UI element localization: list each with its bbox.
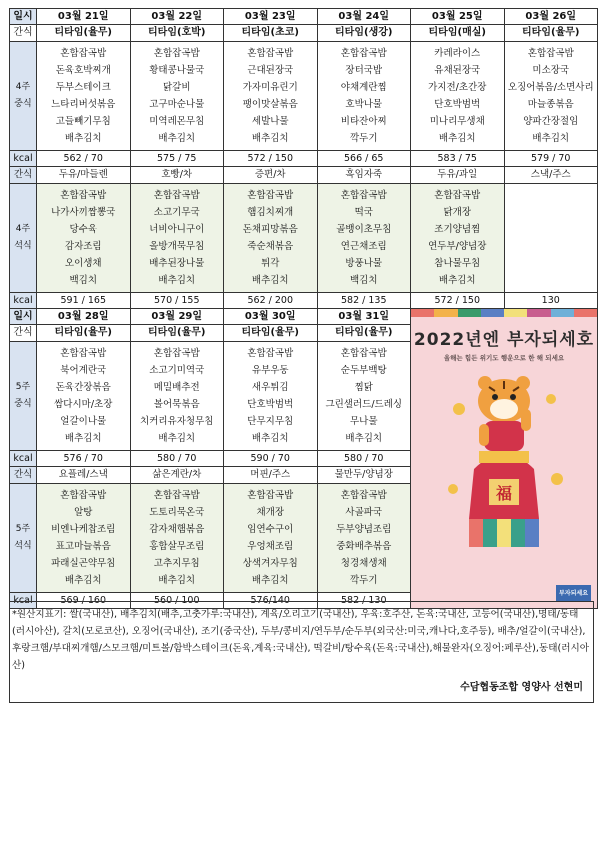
dish: 배추김치: [438, 275, 476, 286]
menu-table: [9, 8, 598, 609]
snack-cell: 흑임자죽: [317, 167, 411, 184]
dish: 혼합잡곡밥: [340, 348, 387, 359]
dish: 채개장: [256, 507, 285, 518]
dish: 조기양념찜: [434, 224, 481, 235]
dish: 치커리유자청무침: [140, 416, 214, 427]
banner-stamp: 부자되세요: [556, 585, 591, 602]
color-stripe: [411, 309, 597, 317]
dish: 배추김치: [251, 433, 289, 444]
date-row: [10, 9, 598, 25]
stripe-segment: [434, 309, 457, 317]
dish: 배추김치: [64, 433, 102, 444]
snack-cell: 스낵/주스: [504, 167, 598, 184]
dish: 가자미유린기: [242, 82, 298, 93]
date-cell: 03월 23일: [224, 9, 318, 25]
dish: 배추된장나물: [149, 258, 205, 269]
lunch-menu-cell: [224, 342, 318, 451]
dish: 미소장국: [532, 65, 570, 76]
dish: 고들빼기무침: [55, 116, 111, 127]
dish: 유채된장국: [434, 65, 481, 76]
dinner-label: 4주 석식: [10, 184, 37, 293]
dinner-menu-cell: [411, 184, 505, 293]
snack-cell: 요플레/스낵: [37, 467, 131, 484]
dish: 혼합잡곡밥: [153, 48, 200, 59]
dish: 혼합잡곡밥: [340, 190, 387, 201]
dish: 혼합잡곡밥: [247, 348, 294, 359]
dish: 혼합잡곡밥: [60, 490, 107, 501]
kcal-cell: 570 / 155: [130, 293, 224, 309]
kcal-cell: 580 / 70: [130, 451, 224, 467]
kcal-cell: 575 / 75: [130, 151, 224, 167]
kcal-cell: 580 / 70: [317, 451, 411, 467]
dish: 나가사끼짬뽕국: [51, 207, 116, 218]
dish: 단호박범벅: [434, 99, 481, 110]
dish: 혼합잡곡밥: [153, 348, 200, 359]
dish: 알탕: [74, 507, 93, 518]
dish: 장터국밥: [345, 65, 383, 76]
svg-text:福: 福: [495, 484, 513, 503]
dish: 깍두기: [349, 133, 378, 144]
dish: 소고기미역국: [149, 365, 205, 376]
tiger-illustration: [439, 369, 569, 564]
dish: 혼합잡곡밥: [247, 190, 294, 201]
origin-text: *원산지표기: 쌀(국내산), 배추김치(배추,고춧가루:국내산), 계육/오리고기(국내산), 우육:호주산, 돈육:국내산, 고등어(국내산),명태/동태(러시아산), 갈치(모로코산), 오징어(국내산), 조기(중국산), 두부/콩비지/연두부/순두부(외국산:미국,캐나다,호주등), 배추/얼갈이(국내산), 후랑크햄/부대찌개햄/스모크햄/미트볼/함박스테이크(돈육,계육:국내산), 떡갈비/탕수육(돈육:국내산),해물완자(오징어:페루산),동태(러시아산): [12, 609, 590, 671]
kcal-cell: 590 / 70: [224, 451, 318, 467]
tea-type-cell: 티타임(초코): [224, 25, 318, 42]
dish: 혼합잡곡밥: [434, 190, 481, 201]
stripe-segment: [527, 309, 550, 317]
date-cell: 03월 26일: [504, 9, 598, 25]
kcal-label: kcal: [10, 593, 37, 609]
dish: 비타잔아찌: [340, 116, 387, 127]
dish: 연두부/양념장: [428, 241, 487, 252]
dish: 고구마순나물: [149, 99, 205, 110]
stripe-segment: [574, 309, 597, 317]
dish: 마늘종볶음: [527, 99, 574, 110]
lunch-label: 4주 중식: [10, 42, 37, 151]
kcal-cell: 582 / 135: [317, 293, 411, 309]
dish: 배추김치: [158, 133, 196, 144]
dish: 무나물: [349, 416, 378, 427]
dinner-menu-cell: [130, 184, 224, 293]
tea-type-cell: 티타임(율무): [37, 25, 131, 42]
stripe-segment: [411, 309, 434, 317]
dish: 고추지무침: [153, 558, 200, 569]
kcal-cell: 130: [504, 293, 598, 309]
kcal-cell: 572 / 150: [224, 151, 318, 167]
type-label: 간식: [10, 25, 37, 42]
dish: 그린샐러드/드레싱: [325, 399, 403, 410]
dish: 배추김치: [251, 133, 289, 144]
stripe-segment: [551, 309, 574, 317]
snack-cell: 호빵/차: [130, 167, 224, 184]
dish: 사골파국: [345, 507, 383, 518]
snack-cell: 증편/차: [224, 167, 318, 184]
dish: 배추김치: [158, 275, 196, 286]
kcal-label: kcal: [10, 451, 37, 467]
dish: 골뱅이초무침: [336, 224, 392, 235]
dish: 비엔나케찹조림: [51, 524, 116, 535]
kcal-cell: 560 / 100: [130, 593, 224, 609]
type-label: 간식: [10, 325, 37, 342]
dish: 돈채피망볶음: [242, 224, 298, 235]
kcal-cell: 562 / 70: [37, 151, 131, 167]
dish: 야채계란찜: [340, 82, 387, 93]
dish: 백김치: [349, 275, 378, 286]
dish: 당수육: [69, 224, 98, 235]
banner-title: 2022년엔 부자되세호: [413, 330, 595, 350]
dish: 메밀배추전: [153, 382, 200, 393]
banner-subtitle: 올해는 힘든 위기도 행운으로 한 해 되세요: [443, 354, 565, 362]
dish: 감자조림: [64, 241, 102, 252]
kcal-cell: 582 / 130: [317, 593, 411, 609]
dish: 홍합살무조림: [149, 541, 205, 552]
dish: 배추김치: [251, 575, 289, 586]
lunch-kcal-row: [10, 151, 598, 167]
new-year-banner: [411, 309, 598, 609]
dish: 북어계란국: [60, 365, 107, 376]
tea-type-cell: 티타임(생강): [317, 25, 411, 42]
date-cell: 03월 31일: [317, 309, 411, 325]
kcal-cell: 576 / 70: [37, 451, 131, 467]
dish: 순두부백탕: [340, 365, 387, 376]
dish: 단호박범벅: [247, 399, 294, 410]
snack-row: [10, 167, 598, 184]
dish: 돈육간장볶음: [55, 382, 111, 393]
dish: 느타리버섯볶음: [51, 99, 116, 110]
lunch-menu-cell: [317, 42, 411, 151]
dish: 배추김치: [64, 133, 102, 144]
dish: 떡국: [354, 207, 373, 218]
dish: 근대된장국: [247, 65, 294, 76]
type-row: [10, 25, 598, 42]
dish: 감자채햄볶음: [149, 524, 205, 535]
stripe-segment: [458, 309, 481, 317]
lunch-menu-cell: [317, 342, 411, 451]
dish: 햄김치찌개: [247, 207, 294, 218]
empty-cell: [504, 184, 598, 293]
dish: 파래실곤약무침: [51, 558, 116, 569]
dinner-menu-cell: [317, 184, 411, 293]
dinner-kcal-row: [10, 293, 598, 309]
dish: 세발나물: [251, 116, 289, 127]
dish: 배추김치: [64, 575, 102, 586]
dish: 배추김치: [158, 575, 196, 586]
lunch-menu-cell: [411, 42, 505, 151]
kcal-label: kcal: [10, 151, 37, 167]
dish: 오징어볶음/소면사리: [507, 82, 594, 93]
dish: 쌈다시마/초장: [54, 399, 113, 410]
tea-type-cell: 티타임(매실): [411, 25, 505, 42]
origin-notes: [9, 601, 594, 703]
snack-cell: 삶은계란/차: [130, 467, 224, 484]
dinner-menu-cell: [224, 484, 318, 593]
dinner-label: 5주 석식: [10, 484, 37, 593]
lunch-menu-cell: [130, 342, 224, 451]
tea-type-cell: 티타임(율무): [317, 325, 411, 342]
dinner-menu-cell: [37, 484, 131, 593]
dinner-menu-cell: [130, 484, 224, 593]
dish: 상색겨자무침: [242, 558, 298, 569]
dinner-menu-cell: [224, 184, 318, 293]
date-cell: 03월 30일: [224, 309, 318, 325]
date-cell: 03월 28일: [37, 309, 131, 325]
dish: 표고마늘볶음: [55, 541, 111, 552]
dish: 찜닭: [354, 382, 373, 393]
dish: 미역레몬무침: [149, 116, 205, 127]
dish: 깍두기: [349, 575, 378, 586]
kcal-cell: 579 / 70: [504, 151, 598, 167]
kcal-cell: 572 / 150: [411, 293, 505, 309]
kcal-cell: 583 / 75: [411, 151, 505, 167]
dinner-menu-cell: [317, 484, 411, 593]
dish: 청경채생채: [340, 558, 387, 569]
dish: 돈육호박찌개: [55, 65, 111, 76]
tea-type-cell: 티타임(율무): [224, 325, 318, 342]
dish: 백김치: [69, 275, 98, 286]
dish: 죽순채볶음: [247, 241, 294, 252]
kcal-cell: 569 / 160: [37, 593, 131, 609]
dish: 우엉채조림: [247, 541, 294, 552]
dish: 소고기무국: [153, 207, 200, 218]
date-row: [10, 309, 598, 325]
dish: 혼합잡곡밥: [153, 490, 200, 501]
dish: 혼합잡곡밥: [340, 490, 387, 501]
dish: 배추김치: [532, 133, 570, 144]
dish: 호박나물: [345, 99, 383, 110]
dish: 얼갈이나물: [60, 416, 107, 427]
dish: 혼합잡곡밥: [60, 348, 107, 359]
snack-cell: 두유/과일: [411, 167, 505, 184]
lunch-label: 5주 중식: [10, 342, 37, 451]
date-label: 일시: [10, 309, 37, 325]
date-cell: 03월 21일: [37, 9, 131, 25]
dish: 양파간장절임: [523, 116, 579, 127]
dish: 혼합잡곡밥: [153, 190, 200, 201]
dish: 임연수구이: [247, 524, 294, 535]
dish: 단무지무침: [247, 416, 294, 427]
dish: 닭갈비: [162, 82, 191, 93]
dinner-menu-cell: [37, 184, 131, 293]
date-cell: 03월 25일: [411, 9, 505, 25]
dish: 두부양념조림: [336, 524, 392, 535]
snack-label: 간식: [10, 167, 37, 184]
dish: 두부스테이크: [55, 82, 111, 93]
kcal-cell: 576/140: [224, 593, 318, 609]
stripe-segment: [504, 309, 527, 317]
dish: 황태콩나물국: [149, 65, 205, 76]
dish: 배추김치: [251, 275, 289, 286]
date-cell: 03월 22일: [130, 9, 224, 25]
kcal-cell: 562 / 200: [224, 293, 318, 309]
dish: 혼합잡곡밥: [60, 48, 107, 59]
dish: 참나물무침: [434, 258, 481, 269]
dish: 혼합잡곡밥: [527, 48, 574, 59]
dish: 볼어묵볶음: [153, 399, 200, 410]
kcal-cell: 591 / 165: [37, 293, 131, 309]
dish: 닭개장: [443, 207, 472, 218]
dish: 방풍나물: [345, 258, 383, 269]
dish: 카레라이스: [434, 48, 481, 59]
date-cell: 03월 29일: [130, 309, 224, 325]
snack-cell: 두유/마들렌: [37, 167, 131, 184]
snack-cell: 물만두/양념장: [317, 467, 411, 484]
lunch-row: [10, 42, 598, 151]
dish: 혼합잡곡밥: [247, 48, 294, 59]
dish: 배추김치: [345, 433, 383, 444]
date-cell: 03월 24일: [317, 9, 411, 25]
dish: 오이생채: [64, 258, 102, 269]
dish: 혼합잡곡밥: [247, 490, 294, 501]
nutritionist-signature: 수담협동조합 영양사 선현미: [460, 682, 583, 693]
tea-type-cell: 티타임(율무): [504, 25, 598, 42]
dish: 너비아니구이: [149, 224, 205, 235]
dish: 혼합잡곡밥: [60, 190, 107, 201]
dish: 새우튀김: [251, 382, 289, 393]
snack-cell: 머핀/주스: [224, 467, 318, 484]
dish: 올방개묵무침: [149, 241, 205, 252]
dish: 튀각: [261, 258, 280, 269]
lunch-menu-cell: [130, 42, 224, 151]
date-label: 일시: [10, 9, 37, 25]
kcal-label: kcal: [10, 293, 37, 309]
dinner-row: [10, 184, 598, 293]
dish: 도토리묵온국: [149, 507, 205, 518]
dish: 배추김치: [158, 433, 196, 444]
lunch-menu-cell: [37, 42, 131, 151]
dish: 미나리무생채: [429, 116, 485, 127]
banner-image: [411, 309, 597, 608]
lunch-menu-cell: [37, 342, 131, 451]
dish: 배추김치: [438, 133, 476, 144]
kcal-cell: 566 / 65: [317, 151, 411, 167]
tea-type-cell: 티타임(호박): [130, 25, 224, 42]
stripe-segment: [481, 309, 504, 317]
dish: 연근채조림: [340, 241, 387, 252]
dish: 유부우동: [251, 365, 289, 376]
snack-label: 간식: [10, 467, 37, 484]
dish: 중화배추볶음: [336, 541, 392, 552]
tea-type-cell: 티타임(율무): [37, 325, 131, 342]
dish: 팽이맛살볶음: [242, 99, 298, 110]
lunch-menu-cell: [224, 42, 318, 151]
lunch-menu-cell: [504, 42, 598, 151]
dish: 가지전/초간장: [428, 82, 487, 93]
dish: 혼합잡곡밥: [340, 48, 387, 59]
tea-type-cell: 티타임(율무): [130, 325, 224, 342]
